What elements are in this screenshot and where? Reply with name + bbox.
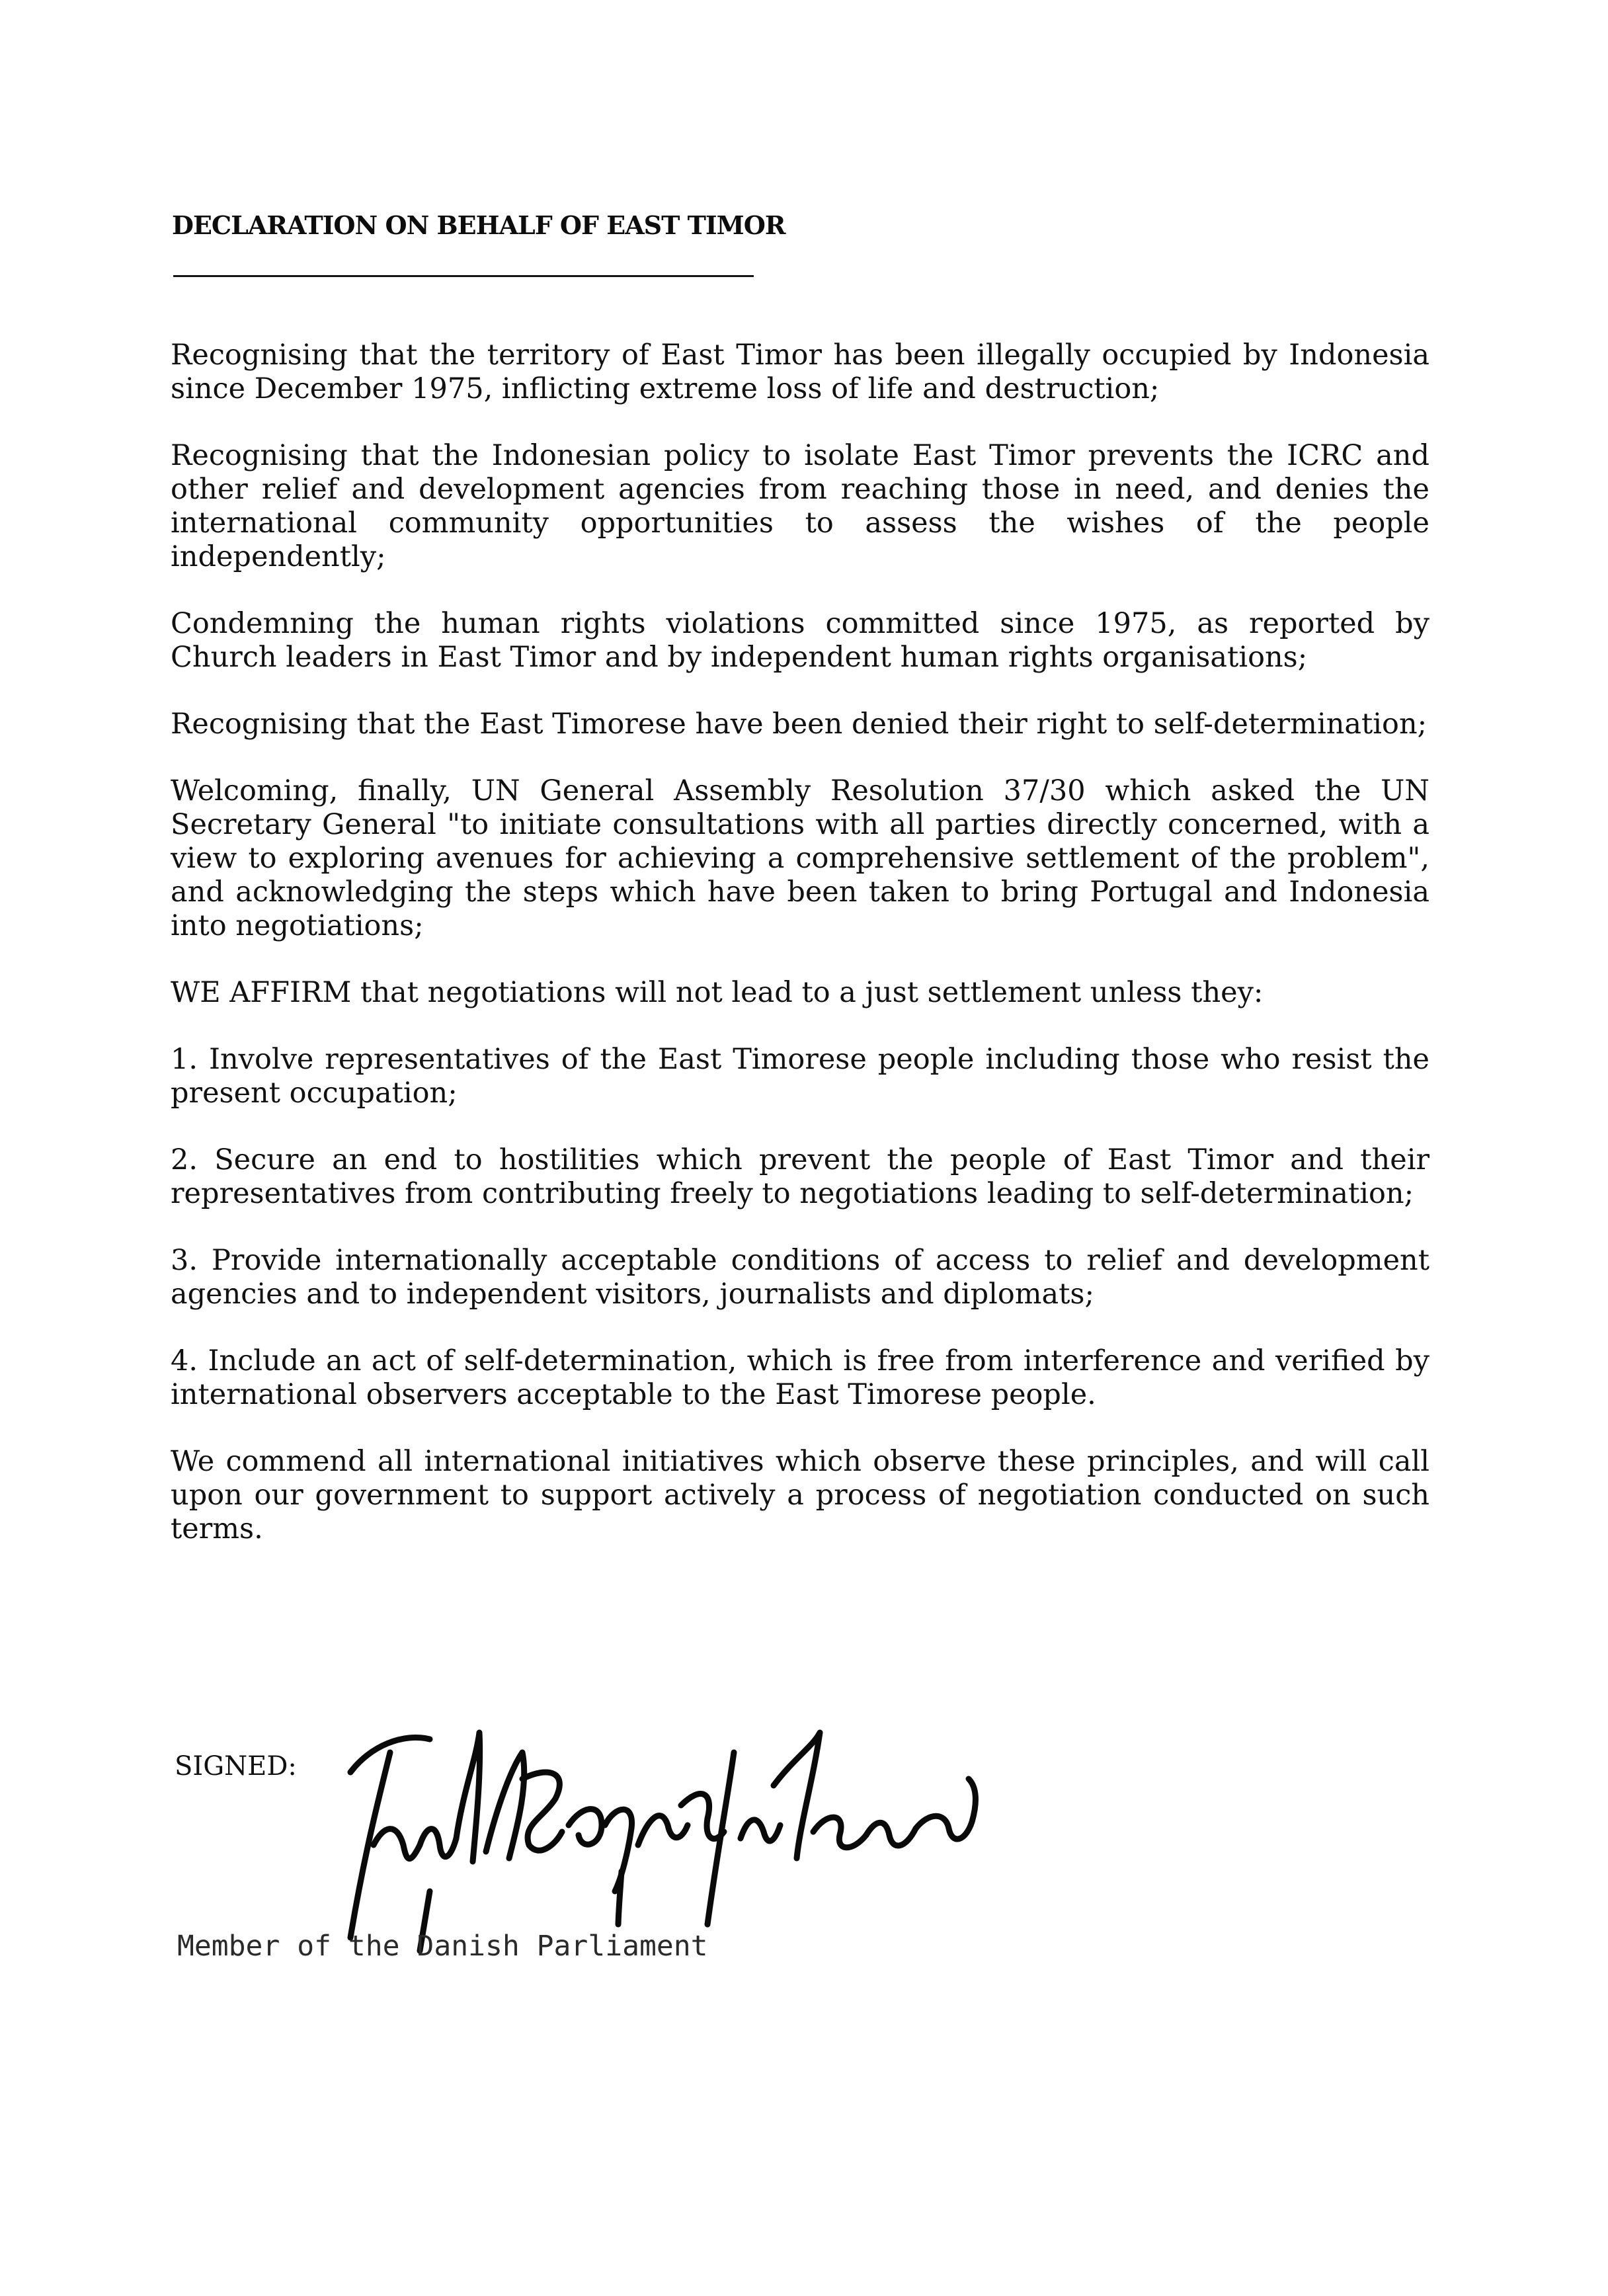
- paragraph-isolation-policy: Recognising that the Indonesian policy to isolate East Timor prevents the ICRC and other relief and development agencies from reaching those in need, and denies the international community opportunities to assess the wishes of the people independently;: [171, 439, 1429, 573]
- signatory-role: Member of the Danish Parliament: [177, 1930, 708, 1963]
- signed-label: SIGNED:: [175, 1751, 297, 1782]
- paragraph-commend: We commend all international initiatives which observe these principles, and will call upon our government to support actively a process of negotiation conducted on such terms.: [171, 1445, 1429, 1545]
- document-title: DECLARATION ON BEHALF OF EAST TIMOR: [172, 210, 785, 240]
- paragraph-human-rights: Condemning the human rights violations committed since 1975, as reported by Church leaders in East Timor and by independent human rights organisations;: [171, 607, 1429, 674]
- handwritten-signature: [311, 1693, 1012, 1957]
- paragraph-we-affirm: WE AFFIRM that negotiations will not lead to a just settlement unless they:: [171, 976, 1264, 1009]
- list-item-2: 2. Secure an end to hostilities which prevent the people of East Timor and their representatives from contributing freely to negotiations leading to self-determination;: [171, 1143, 1429, 1210]
- list-item-3: 3. Provide internationally acceptable conditions of access to relief and development agencies and to independent visitors, journalists and diplomats;: [171, 1244, 1429, 1311]
- paragraph-un-resolution: Welcoming, finally, UN General Assembly Resolution 37/30 which asked the UN Secretary General "to initiate consultations with all parties directly concerned, with a view to exploring avenues for achieving a comprehensive settlement of the problem", and acknowledging the steps which have been taken to bring Portugal and Indonesia into negotiations;: [171, 774, 1429, 942]
- title-underline: [173, 275, 754, 277]
- paragraph-occupation: Recognising that the territory of East Timor has been illegally occupied by Indonesia since December 1975, inflicting extreme loss of life and destruction;: [171, 339, 1429, 405]
- paragraph-self-determination: Recognising that the East Timorese have been denied their right to self-determination;: [171, 708, 1427, 741]
- list-item-4: 4. Include an act of self-determination, which is free from interference and verified by international observers acceptable to the East Timorese people.: [171, 1344, 1429, 1411]
- list-item-1: 1. Involve representatives of the East Timorese people including those who resist the present occupation;: [171, 1043, 1429, 1110]
- document-body: [171, 339, 1429, 1579]
